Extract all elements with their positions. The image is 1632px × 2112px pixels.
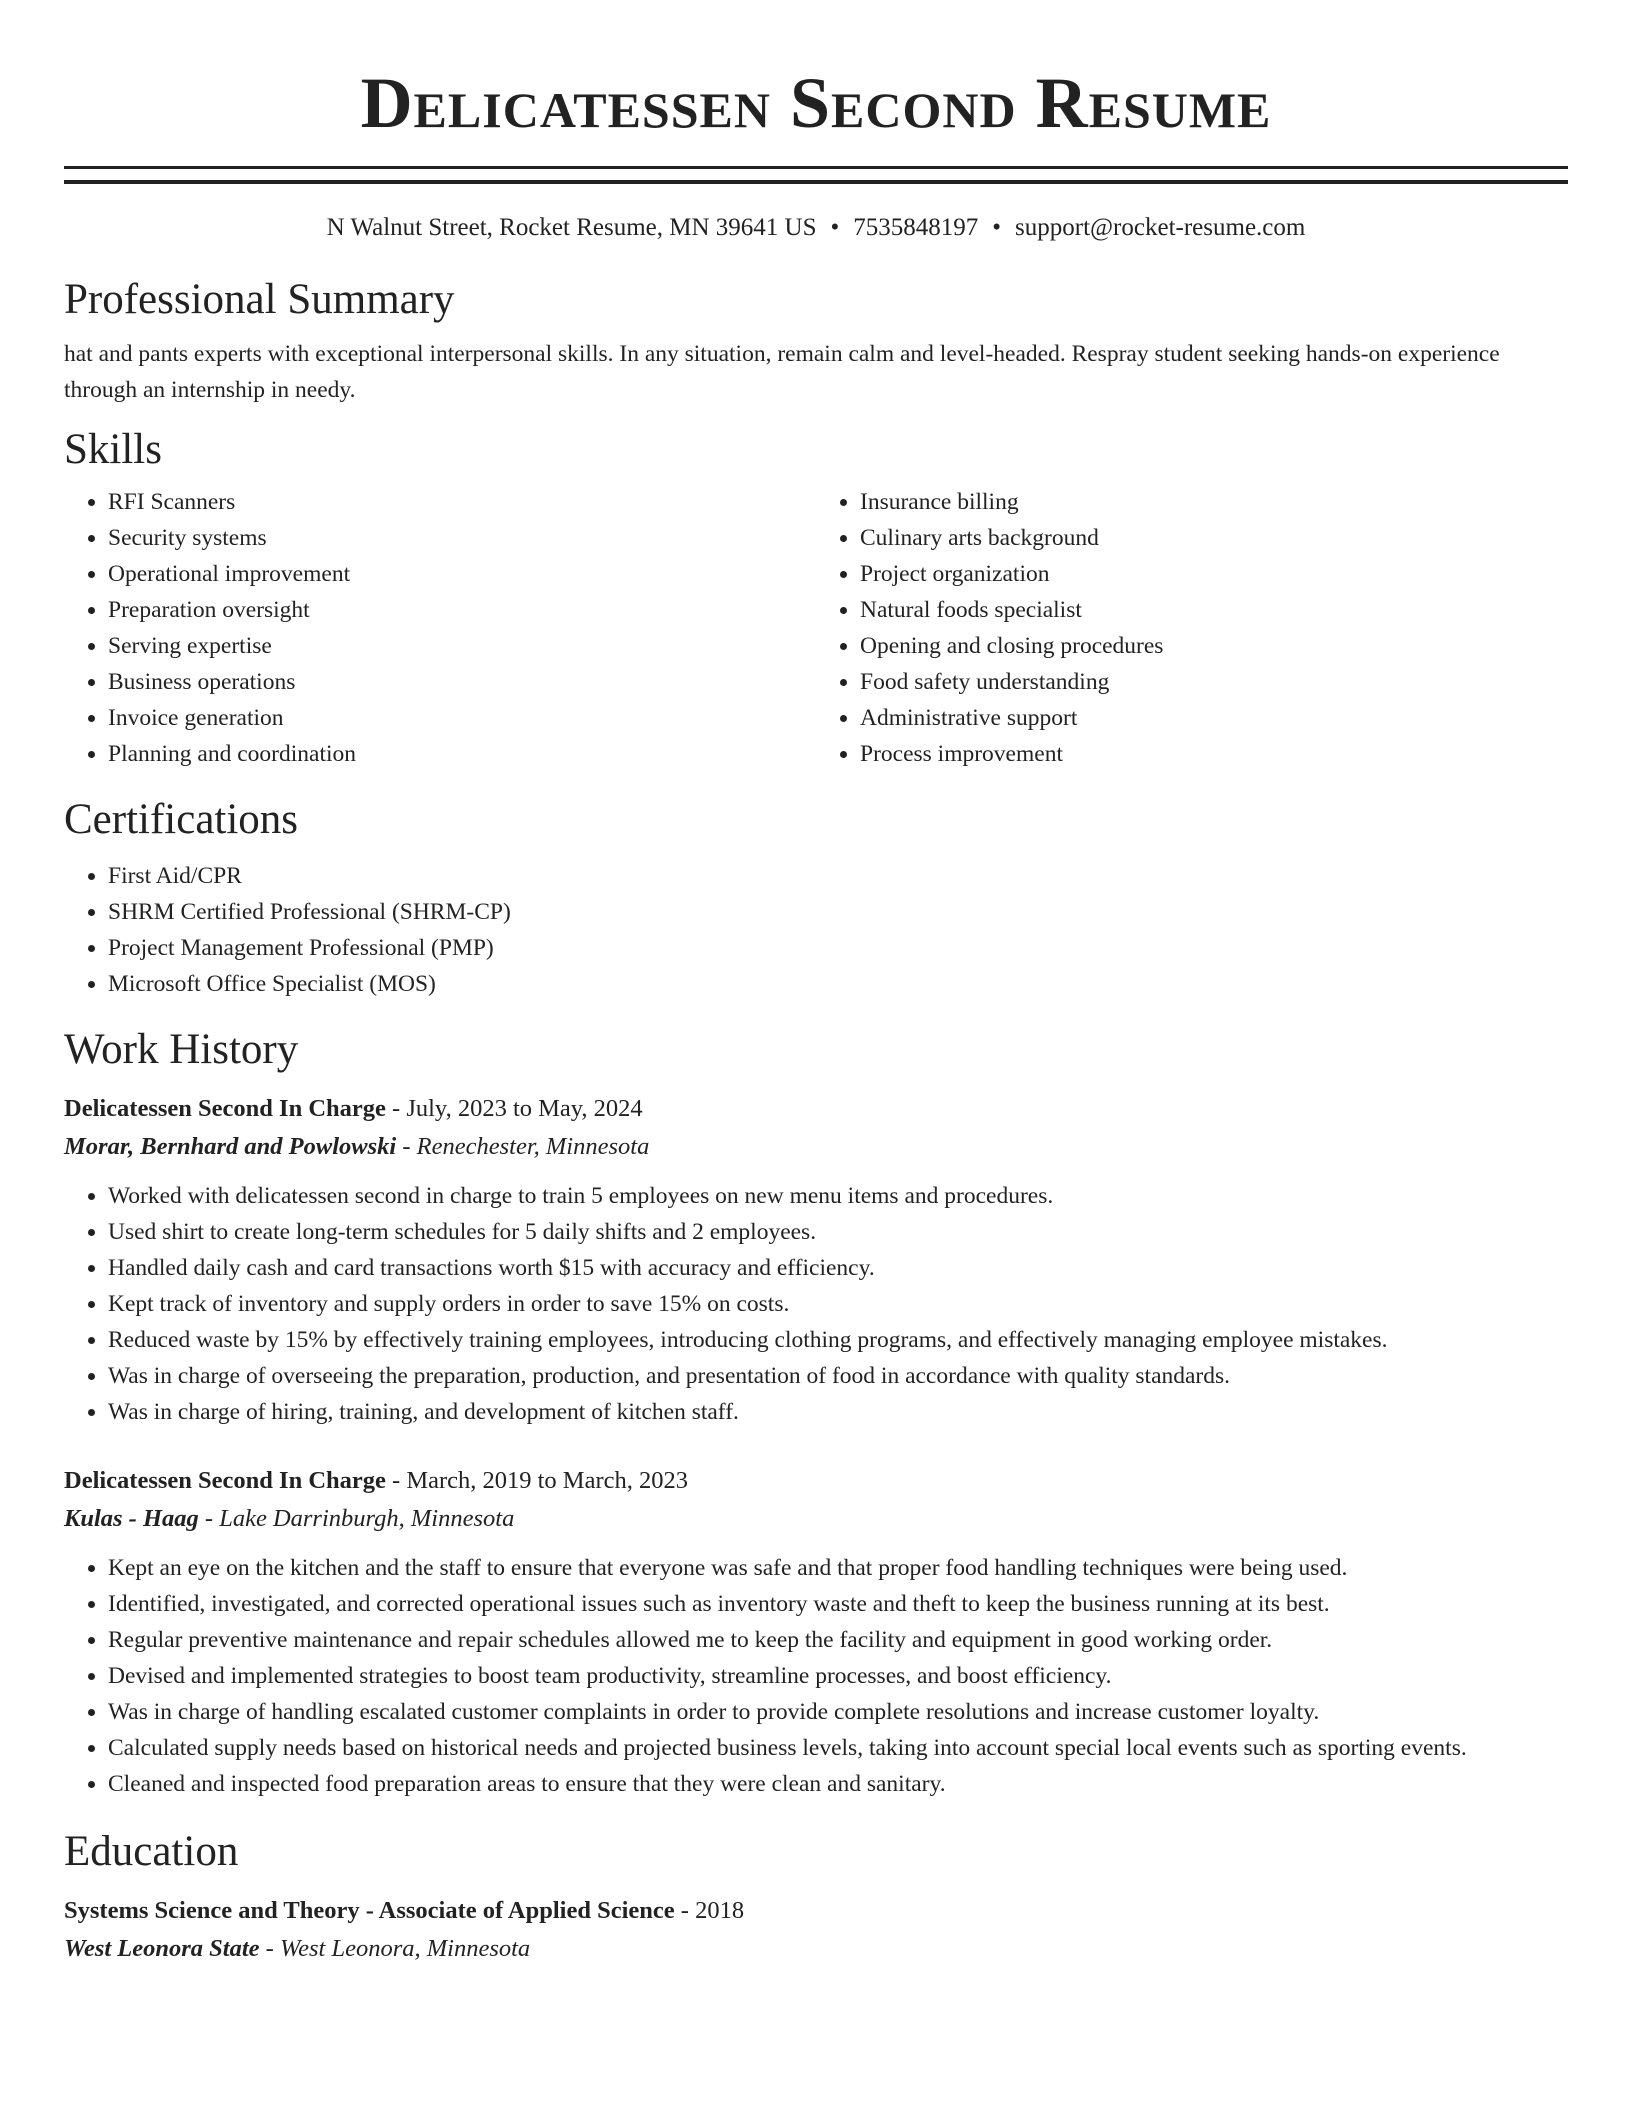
contact-email[interactable]: support@rocket-resume.com — [1015, 214, 1306, 241]
job-company: Kulas - Haag — [64, 1505, 199, 1532]
job-bullet: • Regular preventive maintenance and repair schedules allowed me to keep the facility and equipment in good working order. — [108, 1622, 1568, 1658]
skill-item: • Administrative support — [860, 700, 1568, 736]
skills-column-right — [816, 484, 1568, 772]
job-bullet: • Kept an eye on the kitchen and the staff to ensure that everyone was safe and that proper food handling techniques were being used. — [108, 1550, 1568, 1586]
skill-item: • Business operations — [108, 664, 816, 700]
job-bullet: • Calculated supply needs based on historical needs and projected business levels, taking into account special local events such as sporting events. — [108, 1730, 1568, 1766]
summary-text: hat and pants experts with exceptional interpersonal skills. In any situation, remain calm and level-headed. Respray student seeking hands-on experience through an internship in needy. — [64, 341, 1500, 403]
skill-item: • RFI Scanners — [108, 484, 816, 520]
skill-item: • Opening and closing procedures — [860, 628, 1568, 664]
certification-item: • Microsoft Office Specialist (MOS) — [108, 966, 1568, 1002]
contact-address: N Walnut Street, Rocket Resume, MN 39641 US — [326, 214, 817, 241]
contact-separator: • — [992, 214, 1002, 241]
certification-item: • SHRM Certified Professional (SHRM-CP) — [108, 894, 1568, 930]
contact-phone[interactable]: 7535848197 — [853, 214, 979, 241]
work-history-heading: Work History — [64, 1026, 299, 1073]
job-entry — [64, 1462, 1568, 1802]
job-location: Renechester, Minnesota — [416, 1133, 650, 1160]
job-title: Delicatessen Second In Charge — [64, 1095, 386, 1122]
job-company: Morar, Bernhard and Powlowski — [64, 1133, 397, 1160]
job-bullet: • Used shirt to create long-term schedules for 5 daily shifts and 2 employees. — [108, 1214, 1568, 1250]
education-header: Systems Science and Theory - Associate of Applied Science - 2018 — [64, 1897, 745, 1924]
certifications-heading: Certifications — [64, 796, 299, 843]
job-location: Lake Darrinburgh, Minnesota — [219, 1505, 515, 1532]
skill-item: • Culinary arts background — [860, 520, 1568, 556]
job-bullet: • Was in charge of handling escalated customer complaints in order to provide complete resolutions and increase customer loyalty. — [108, 1694, 1568, 1730]
skill-item: • Food safety understanding — [860, 664, 1568, 700]
skill-item: • Preparation oversight — [108, 592, 816, 628]
job-bullet: • Devised and implemented strategies to boost team productivity, streamline processes, and boost efficiency. — [108, 1658, 1568, 1694]
certification-item: • Project Management Professional (PMP) — [108, 930, 1568, 966]
skill-item: • Natural foods specialist — [860, 592, 1568, 628]
skill-item: • Insurance billing — [860, 484, 1568, 520]
job-bullets — [64, 1550, 1568, 1802]
job-header: Delicatessen Second In Charge - March, 2019 to March, 2023 — [64, 1467, 689, 1494]
job-dates: July, 2023 to May, 2024 — [406, 1095, 643, 1122]
skill-item: • Serving expertise — [108, 628, 816, 664]
resume-title: Delicatessen Second Resume — [360, 63, 1272, 143]
job-title: Delicatessen Second In Charge — [64, 1467, 386, 1494]
job-header: Delicatessen Second In Charge - July, 2023 to May, 2024 — [64, 1095, 643, 1122]
summary-heading: Professional Summary — [64, 276, 455, 323]
skill-item: • Process improvement — [860, 736, 1568, 772]
job-bullet: • Handled daily cash and card transactions worth $15 with accuracy and efficiency. — [108, 1250, 1568, 1286]
contact-line — [64, 212, 1568, 244]
job-bullet: • Cleaned and inspected food preparation areas to ensure that they were clean and sanitary. — [108, 1766, 1568, 1802]
education-institution: West Leonora State - West Leonora, Minnesota — [64, 1935, 531, 1962]
title-divider — [64, 166, 1568, 184]
job-employer: Kulas - Haag - Lake Darrinburgh, Minnesota — [64, 1505, 515, 1532]
contact-separator: • — [830, 214, 840, 241]
job-bullet: • Was in charge of overseeing the preparation, production, and presentation of food in accordance with quality standards. — [108, 1358, 1568, 1394]
job-dates: March, 2019 to March, 2023 — [406, 1467, 689, 1494]
certification-item: • First Aid/CPR — [108, 858, 1568, 894]
skills-heading: Skills — [64, 426, 162, 473]
certifications-list — [64, 858, 1568, 1002]
job-bullet: • Worked with delicatessen second in charge to train 5 employees on new menu items and procedures. — [108, 1178, 1568, 1214]
skills-list — [64, 484, 1568, 772]
skill-item: • Planning and coordination — [108, 736, 816, 772]
education-entry — [64, 1892, 1568, 1968]
education-year: 2018 — [695, 1897, 745, 1924]
education-heading: Education — [64, 1828, 239, 1875]
job-bullets — [64, 1178, 1568, 1430]
job-bullet: • Was in charge of hiring, training, and development of kitchen staff. — [108, 1394, 1568, 1430]
job-employer: Morar, Bernhard and Powlowski - Renechester, Minnesota — [64, 1133, 650, 1160]
job-bullet: • Identified, investigated, and corrected operational issues such as inventory waste and theft to keep the business running at its best. — [108, 1586, 1568, 1622]
skill-item: • Operational improvement — [108, 556, 816, 592]
education-location: West Leonora, Minnesota — [279, 1935, 531, 1962]
skill-item: • Security systems — [108, 520, 816, 556]
job-bullet: • Reduced waste by 15% by effectively training employees, introducing clothing programs, and effectively managing employee mistakes. — [108, 1322, 1568, 1358]
job-bullet: • Kept track of inventory and supply orders in order to save 15% on costs. — [108, 1286, 1568, 1322]
skill-item: • Invoice generation — [108, 700, 816, 736]
job-entry — [64, 1090, 1568, 1430]
education-school: West Leonora State — [64, 1935, 260, 1962]
education-degree: Systems Science and Theory - Associate of Applied Science — [64, 1897, 675, 1924]
skill-item: • Project organization — [860, 556, 1568, 592]
skills-column-left — [64, 484, 816, 772]
